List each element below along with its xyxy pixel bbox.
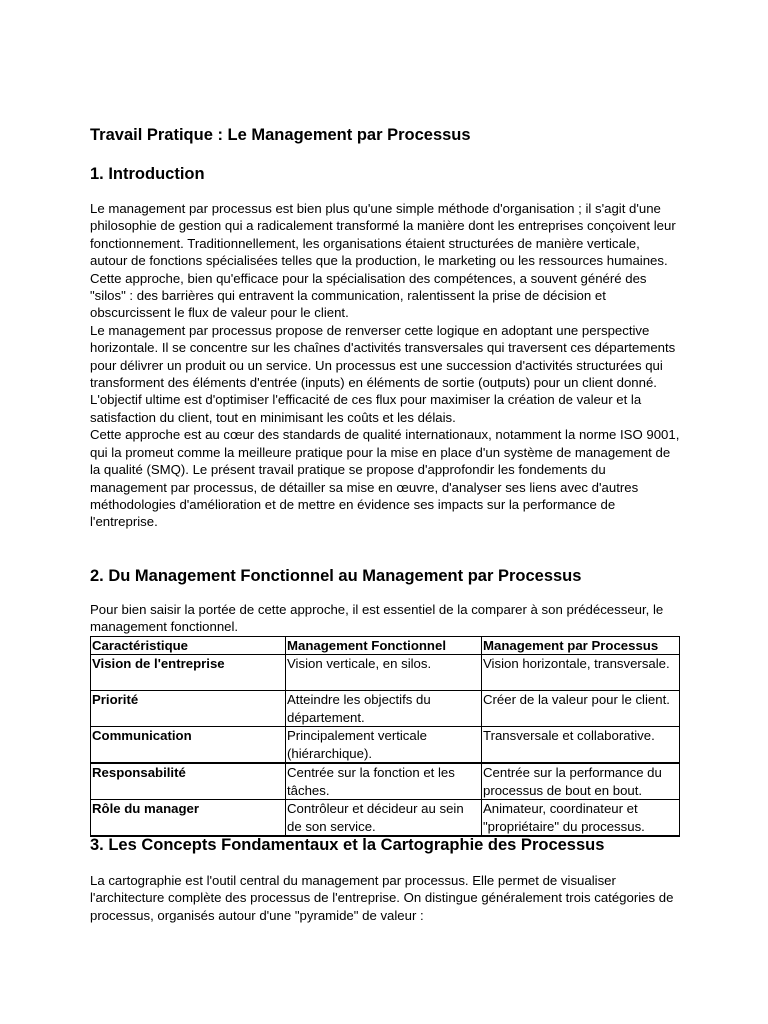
table-cell: Vision horizontale, transversale. bbox=[482, 655, 680, 691]
table-row-header: Communication bbox=[91, 727, 286, 764]
table-cell: Animateur, coordinateur et "propriétaire" du processus. bbox=[482, 800, 680, 837]
cartographie-intro: La cartographie est l'outil central du management par processus. Elle permet de visualiser l'architecture complète des processus de l'entreprise. On distingue généralement trois catégories de processus, organisés autour d'une "pyramide" de valeur : bbox=[90, 873, 674, 923]
table-row bbox=[91, 763, 680, 800]
table-cell: Créer de la valeur pour le client. bbox=[482, 691, 680, 727]
table-row-header: Rôle du manager bbox=[91, 800, 286, 837]
introduction-body bbox=[90, 200, 680, 531]
table-header-row bbox=[91, 637, 680, 655]
paragraph: Le management par processus est bien plus qu'une simple méthode d'organisation ; il s'agit d'une philosophie de gestion qui a radicalement transformé la manière dont les entreprises conçoivent leur fonctionnement. Traditionnellement, les organisations étaient structurées de manière verticale, autour de fonctions spécialisées telles que la production, le marketing ou les ressources humaines. Cette approche, bien qu'efficace pour la spécialisation des compétences, a souvent généré des "silos" : des barrières qui entravent la communication, ralentissent la prise de décision et obscurcissent le flux de valeur pour le client. bbox=[90, 201, 676, 321]
table-row bbox=[91, 727, 680, 764]
table-row-header: Priorité bbox=[91, 691, 286, 727]
section-heading-cartographie: 3. Les Concepts Fondamentaux et la Cartographie des Processus bbox=[90, 836, 605, 854]
table-row bbox=[91, 691, 680, 727]
table-row-header: Responsabilité bbox=[91, 763, 286, 800]
table-header-cell: Caractéristique bbox=[91, 637, 286, 655]
table-row bbox=[91, 800, 680, 837]
paragraph: Cette approche est au cœur des standards de qualité internationaux, notamment la norme ISO 9001, qui la promeut comme la meilleure pratique pour la mise en place d'un système de management de la qualité (SMQ). Le présent travail pratique se propose d'approfondir les fondements du management par processus, de détailler sa mise en œuvre, d'analyser ses liens avec d'autres méthodologies d'amélioration et de mettre en évidence ses impacts sur la performance de l'entreprise. bbox=[90, 427, 680, 530]
table-row bbox=[91, 655, 680, 691]
table-cell: Centrée sur la fonction et les tâches. bbox=[286, 763, 482, 800]
document-title: Travail Pratique : Le Management par Processus bbox=[90, 126, 471, 144]
table-cell: Atteindre les objectifs du département. bbox=[286, 691, 482, 727]
table-row-header: Vision de l'entreprise bbox=[91, 655, 286, 691]
table-cell: Vision verticale, en silos. bbox=[286, 655, 482, 691]
table-cell: Centrée sur la performance du processus de bout en bout. bbox=[482, 763, 680, 800]
section-heading-introduction: 1. Introduction bbox=[90, 165, 205, 183]
section-heading-fonctionnel-vs-processus: 2. Du Management Fonctionnel au Management par Processus bbox=[90, 567, 582, 585]
table-cell: Transversale et collaborative. bbox=[482, 727, 680, 764]
paragraph: Le management par processus propose de renverser cette logique en adoptant une perspective horizontale. Il se concentre sur les chaînes d'activités transversales qui traversent ces départements pour délivrer un produit ou un service. Un processus est une succession d'activités structurées qui transforment des éléments d'entrée (inputs) en éléments de sortie (outputs) pour un client donné. L'objectif ultime est d'optimiser l'efficacité de ces flux pour maximiser la création de valeur et la satisfaction du client, tout en minimisant les coûts et les délais. bbox=[90, 322, 676, 425]
table-cell: Principalement verticale (hiérarchique). bbox=[286, 727, 482, 764]
table-header-cell: Management Fonctionnel bbox=[286, 637, 482, 655]
table-header-cell: Management par Processus bbox=[482, 637, 680, 655]
table-cell: Contrôleur et décideur au sein de son service. bbox=[286, 800, 482, 837]
comparison-table bbox=[90, 636, 680, 837]
comparison-intro: Pour bien saisir la portée de cette approche, il est essentiel de la comparer à son prédécesseur, le management fonctionnel. bbox=[90, 602, 664, 635]
